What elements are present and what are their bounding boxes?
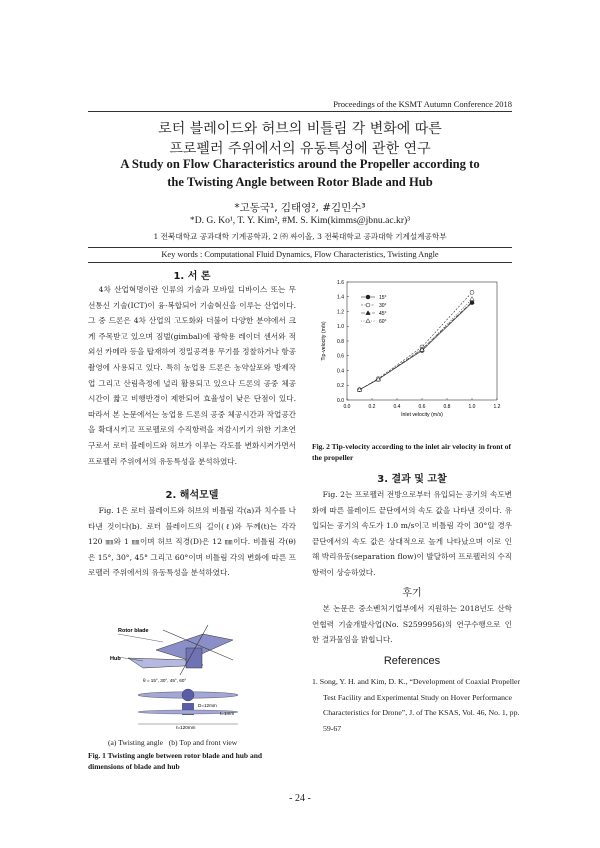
- proceedings-header: Proceedings of the KSMT Autumn Conference 2018: [333, 99, 512, 109]
- y-tick-label: 0.6: [337, 353, 344, 360]
- affiliations: 1 전북대학교 공과대학 기계공학과, 2 ㈜ 싸이올, 3 전북대학교 공과대학 기계설계공학부: [153, 232, 447, 241]
- legend-label: 45°: [379, 310, 387, 317]
- legend-marker: [366, 303, 370, 307]
- fig1-length-label: ℓ=120mm: [176, 725, 196, 730]
- ack-heading: 후기: [402, 588, 422, 599]
- y-tick-label: 0.8: [337, 338, 344, 345]
- chart-legend: [361, 295, 387, 325]
- y-tick-label: 1.2: [337, 309, 344, 316]
- x-tick-label: 0.8: [443, 404, 451, 410]
- keywords-top-rule: [88, 247, 512, 248]
- x-tick-label: 1.2: [493, 404, 501, 410]
- data-point: [470, 290, 474, 294]
- x-axis-label: Inlet velocity (m/s): [401, 412, 443, 418]
- x-tick-label: 0.0: [343, 404, 351, 410]
- fig2-caption: Fig. 2 Tip-velocity according to the inlet air velocity in front of the propeller: [312, 442, 512, 462]
- reference-item: 1. Song, Y. H. and Kim, D. K., “Development of Coaxial Propeller Test Facility and Experimental Study on Hover Performance Characteristics for Drone”, J. of The KSAS, Vol. 46, No. 1, pp. 59-67: [312, 677, 521, 733]
- y-axis-label: Tip-velocity (m/s): [321, 321, 327, 361]
- legend-marker: [366, 319, 370, 323]
- legend-label: 60°: [379, 318, 387, 325]
- fig1-subcaptions: [108, 738, 278, 747]
- x-tick-label: 1.0: [468, 404, 476, 410]
- korean-title-line-2: 프로펠러 주위에서의 유동특성에 관한 연구: [169, 141, 431, 157]
- english-title-line-1: A Study on Flow Characteristics around the Propeller according to: [120, 157, 480, 171]
- series-line-1: [360, 292, 473, 389]
- fig2-chart: [315, 276, 511, 438]
- fig1-subcaption-a: (a) Twisting angle: [108, 738, 164, 747]
- legend-marker: [366, 311, 370, 315]
- y-tick-label: 0.0: [337, 397, 344, 404]
- plot-frame: [347, 282, 497, 400]
- korean-title-line-1: 로터 블레이드와 허브의 비틀림 각 변화에 따른: [158, 121, 442, 137]
- y-tick-label: 0.4: [337, 368, 344, 375]
- data-point: [470, 297, 474, 301]
- x-tick-label: 0.6: [418, 404, 426, 410]
- results-text: Fig. 2는 프로펠러 전방으로부터 유입되는 공기의 속도변화에 따른 블레이드 끝단에서의 속도 값을 나타낸 것이다. 유입되는 공기의 속도가 1.0 m/s이고 비틀림 각이 30°일 경우 끝단에서의 속도 값은 상대적으로 높게 나타났으며 이로 인해 박리유동(separation flow)이 발달하여 프로펠러의 수직항력이 상승하였다.: [312, 490, 512, 577]
- y-tick-label: 1.0: [337, 324, 344, 331]
- x-tick-label: 0.2: [368, 404, 376, 410]
- legend-label: 30°: [379, 302, 387, 309]
- y-tick-label: 1.6: [337, 279, 344, 286]
- series-line-2: [360, 302, 473, 390]
- fig1-thickness-label: t=1mm: [220, 711, 235, 716]
- fig1-caption: Fig. 1 Twisting angle between rotor blade and hub and dimensions of blade and hub: [88, 751, 263, 771]
- ack-text: 본 논문은 중소벤처기업부에서 지원하는 2018년도 산학연협력 기술개발사업(No. S2599956)의 연구수행으로 인한 결과물임을 밝힙니다.: [312, 604, 512, 645]
- english-title-line-2: the Twisting Angle between Rotor Blade and Hub: [167, 175, 433, 189]
- fig1-diagram: [108, 620, 268, 730]
- results-heading: 3. 결과 및 고찰: [377, 474, 447, 485]
- keywords-bottom-rule: [88, 262, 512, 263]
- model-text: Fig. 1은 로터 블레이드와 허브의 비틀림 각(a)과 치수를 나타낸 것이다(b). 로터 블레이드의 길이(ℓ)와 두께(t)는 각각 120 ㎜와 1 ㎜이며 허브 직경(D)은 12 ㎜이다. 비틀림 각(θ)은 15°, 30°, 45° 그리고 60°이며 비틀림 각의 변화에 따른 프로펠러 주위에서의 유동특성을 분석하였다.: [88, 506, 296, 578]
- model-heading: 2. 해석모델: [165, 490, 219, 501]
- korean-authors: *고동국¹, 김태영², #김민수³: [234, 202, 366, 214]
- y-tick-label: 0.2: [337, 383, 344, 390]
- references-heading: References: [383, 655, 441, 667]
- fig1-rotor-blade-label: Rotor blade: [118, 628, 149, 634]
- page-number: - 24 -: [289, 793, 311, 804]
- intro-heading: 1. 서 론: [173, 271, 211, 282]
- chart-series: [357, 290, 474, 391]
- fig1-theta-label: θ = 15°, 30°, 45°, 60°: [143, 678, 187, 683]
- fig1-diameter-label: D=12mm: [198, 703, 217, 708]
- x-tick-label: 0.4: [393, 404, 401, 410]
- header-rule: [88, 111, 512, 112]
- series-line-3: [360, 299, 473, 390]
- keywords: Key words : Computational Fluid Dynamics, Flow Characteristics, Twisting Angle: [161, 250, 439, 259]
- intro-text: 4차 산업혁명이란 인류의 기술과 모바일 디바이스 또는 무선통신 기술(ICT)이 융·복합되어 기술혁신을 이루는 산업이다. 그 중 드론은 4차 산업의 고도화와 더불어 다양한 분야에서 크게 주목받고 있으며 짐벌(gimbal)에 광학용 레이더 센서와 적외선 카메라 등을 탑재하여 정밀공격용 무기를 정찰하거나 항공촬영에 사용되고 있다. 특히 농업용 드론은 농약살포와 방제작업 그리고 산림측정에 널리 활용되고 있으나 드론의 공중 체공시간이 짧고 비행반경이 제한되어 효율성이 낮은 단점이 있다. 따라서 본 논문에서는 농업용 드론의 공중 체공시간과 작업공간을 확대시키고 프로펠로의 수직항력을 저감시키기 위한 기초연구로서 로터 블레이드와 허브가 이루는 각도를 변화시켜가면서 프로펠러 주위에서의 유동특성을 분석하였다.: [88, 285, 296, 466]
- series-line-0: [360, 303, 473, 390]
- fig1-subcaption-b: (b) Top and front view: [168, 738, 238, 747]
- legend-label: 15°: [379, 294, 387, 301]
- y-tick-label: 1.4: [337, 294, 344, 301]
- legend-marker: [366, 295, 370, 299]
- english-authors: *D. G. Ko¹, T. Y. Kim², #M. S. Kim(kimms@jbnu.ac.kr)³: [189, 215, 411, 226]
- fig1-hub-label: Hub: [110, 656, 121, 662]
